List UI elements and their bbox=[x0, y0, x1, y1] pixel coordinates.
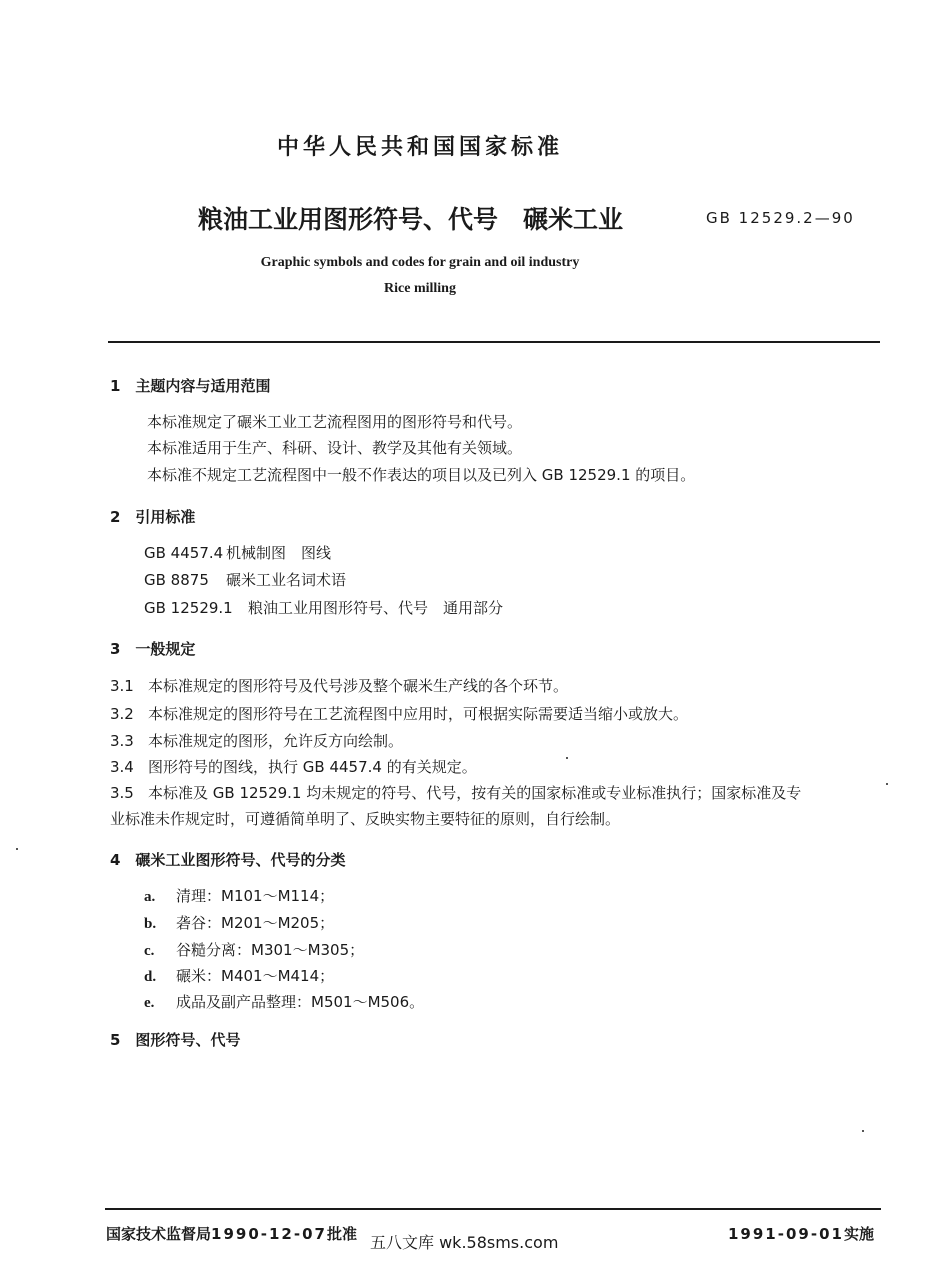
section4-heading: 4 碾米工业图形符号、代号的分类 bbox=[110, 851, 346, 869]
item-letter: c. bbox=[144, 943, 155, 959]
section1-paragraph: 本标准规定了碾米工业工艺流程图用的图形符号和代号。 bbox=[147, 413, 523, 431]
reference-code: GB 4457.4 bbox=[144, 544, 224, 562]
clause-continuation: 业标准未作规定时，可遵循简单明了、反映实物主要特征的原则，自行绘制。 bbox=[110, 810, 621, 828]
reference-item bbox=[144, 542, 331, 563]
reference-name: 粮油工业用图形符号、代号 通用部分 bbox=[248, 599, 504, 617]
reference-name: 机械制图 图线 bbox=[226, 544, 332, 562]
clause-text: 图形符号的图线，执行 GB 4457.4 的有关规定。 bbox=[148, 758, 477, 776]
item-text: 清理：M101～M114； bbox=[176, 887, 335, 905]
standard-code: GB 12529.2—90 bbox=[706, 209, 855, 227]
section1-heading: 1 主题内容与适用范围 bbox=[110, 377, 271, 395]
item-letter: e. bbox=[144, 995, 155, 1011]
watermark-text: 五八文库 wk.58sms.com bbox=[370, 1233, 559, 1252]
classification-item bbox=[144, 912, 334, 933]
scan-speck bbox=[862, 1130, 864, 1132]
classification-item bbox=[144, 939, 364, 960]
clause bbox=[110, 782, 801, 803]
footer-divider bbox=[105, 1208, 881, 1210]
clause-number: 3.1 bbox=[110, 677, 134, 695]
clause-text: 本标准规定的图形符号及代号涉及整个碾米生产线的各个环节。 bbox=[148, 677, 569, 695]
clause-text: 本标准规定的图形，允许反方向绘制。 bbox=[148, 732, 404, 750]
section2-heading: 2 引用标准 bbox=[110, 508, 196, 526]
section1-paragraph: 本标准不规定工艺流程图中一般不作表达的项目以及已列入 GB 12529.1 的项目。 bbox=[147, 466, 696, 484]
clause-number: 3.4 bbox=[110, 758, 134, 776]
clause bbox=[110, 675, 568, 696]
clause bbox=[110, 730, 403, 751]
classification-item bbox=[144, 965, 334, 986]
clause-text: 本标准及 GB 12529.1 均未规定的符号、代号，按有关的国家标准或专业标准执行；国家标准及专 bbox=[148, 784, 802, 802]
item-letter: a. bbox=[144, 889, 156, 905]
clause bbox=[110, 756, 477, 777]
scan-speck bbox=[16, 848, 18, 850]
approval-authority: 国家技术监督局 bbox=[106, 1225, 212, 1243]
approval-line bbox=[106, 1223, 357, 1244]
english-title-line2: Rice milling bbox=[384, 281, 456, 296]
item-letter: d. bbox=[144, 969, 157, 985]
scan-speck bbox=[566, 757, 568, 759]
scan-speck bbox=[886, 783, 888, 785]
clause-number: 3.3 bbox=[110, 732, 134, 750]
section5-heading: 5 图形符号、代号 bbox=[110, 1031, 241, 1049]
header-divider bbox=[108, 341, 880, 343]
item-letter: b. bbox=[144, 916, 157, 932]
section1-paragraph: 本标准适用于生产、科研、设计、教学及其他有关领域。 bbox=[147, 439, 523, 457]
item-text: 砻谷：M201～M205； bbox=[176, 914, 335, 932]
english-title-line1: Graphic symbols and codes for grain and oil industry bbox=[260, 255, 580, 270]
reference-item bbox=[144, 597, 503, 618]
item-text: 碾米：M401～M414； bbox=[176, 967, 335, 985]
effective-line bbox=[728, 1223, 874, 1244]
item-text: 成品及副产品整理：M501～M506。 bbox=[176, 993, 425, 1011]
effective-date: 1991-09-01 bbox=[728, 1225, 844, 1243]
item-text: 谷糙分离：M301～M305； bbox=[176, 941, 365, 959]
classification-item bbox=[144, 885, 334, 906]
clause-number: 3.2 bbox=[110, 705, 134, 723]
clause-text: 本标准规定的图形符号在工艺流程图中应用时，可根据实际需要适当缩小或放大。 bbox=[148, 705, 689, 723]
reference-name: 碾米工业名词术语 bbox=[226, 571, 347, 589]
section3-heading: 3 一般规定 bbox=[110, 640, 196, 658]
clause-number: 3.5 bbox=[110, 784, 134, 802]
approval-label: 批准 bbox=[326, 1225, 357, 1243]
approval-date: 1990-12-07 bbox=[211, 1225, 327, 1243]
national-standard-heading: 中华人民共和国国家标准 bbox=[276, 135, 563, 160]
clause bbox=[110, 703, 688, 724]
classification-item bbox=[144, 991, 424, 1012]
reference-code: GB 12529.1 bbox=[144, 599, 233, 617]
reference-code: GB 8875 bbox=[144, 571, 209, 589]
document-title: 粮油工业用图形符号、代号 碾米工业 bbox=[198, 205, 624, 234]
reference-item bbox=[144, 569, 346, 590]
effective-label: 实施 bbox=[843, 1225, 874, 1243]
